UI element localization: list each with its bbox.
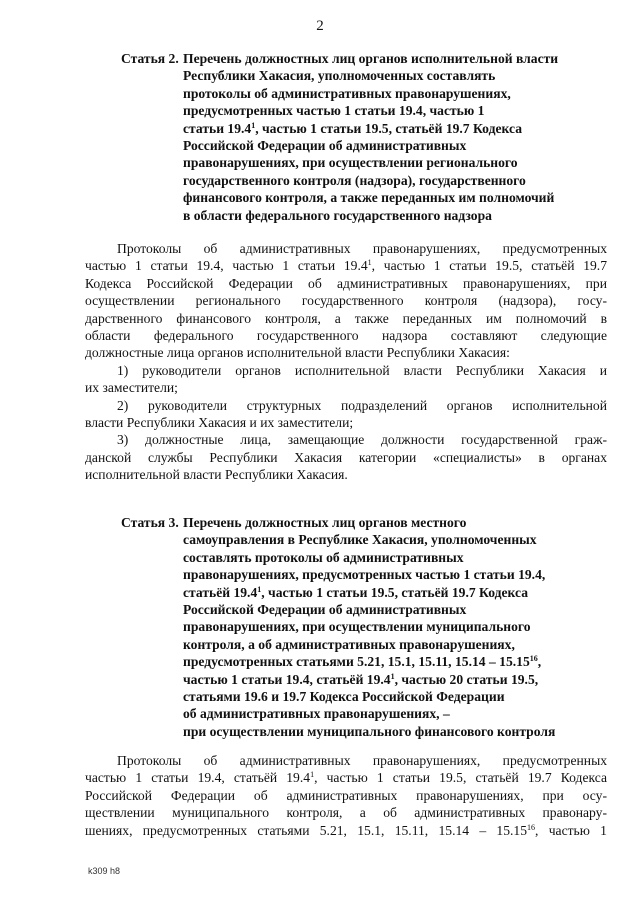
footer-code: k309 h8 [88, 866, 121, 876]
heading-line: Республики Хакасия, уполномоченных составлять [183, 68, 496, 84]
paragraph-line: 3) должностные лица, замещающие должности государственной граж- [117, 432, 607, 448]
paragraph-line: их заместители; [85, 380, 178, 396]
heading-line: предусмотренных частью 1 статьи 19.4, частью 1 [183, 103, 485, 119]
heading-line: при осуществлении муниципального финансового контроля [183, 723, 556, 739]
article-3-number: Статья 3. [121, 515, 179, 530]
heading-line: контроля, а об административных правонарушениях, [183, 636, 515, 652]
article-2-number: Статья 2. [121, 51, 179, 66]
paragraph-line: частью 1 статьи 19.4, частью 1 статьи 19.4$^1$, частью 1 статьи 19.5, статьёй 19.7 [85, 258, 607, 274]
paragraph-line: дарственного финансового контроля, а также переданных им полномочий в [85, 310, 607, 326]
paragraph-line: Кодекса Российской Федерации об административных правонарушениях, при [85, 275, 607, 291]
heading-line: правонарушениях, при осуществлении муниципального [183, 619, 531, 635]
paragraph-line: 1) руководители органов исполнительной власти Республики Хакасия и [117, 362, 607, 378]
paragraph-line: Протоколы об административных правонарушениях, предусмотренных [117, 753, 607, 768]
heading-line: составлять протоколы об административных [183, 549, 464, 565]
paragraph-line: области федерального государственного надзора составляют следующие [85, 327, 607, 343]
paragraph-line: Российской Федерации об административных правонарушениях, при осу- [85, 787, 607, 803]
heading-line: правонарушениях, предусмотренных частью 1 статьи 19.4, [183, 567, 546, 583]
heading-line: предусмотренных статьями 5.21, 15.1, 15.11, 15.14 – 15.15$^{16}$, [183, 654, 542, 670]
heading-line: государственного контроля (надзора), государственного [183, 172, 526, 188]
article-2-body [85, 240, 607, 483]
heading-line: статьи 19.4$^1$, частью 1 статьи 19.5, статьёй 19.7 Кодекса [183, 120, 522, 136]
paragraph-line: частью 1 статьи 19.4, статьёй 19.4$^1$, частью 1 статьи 19.5, статьёй 19.7 Кодекса [85, 770, 607, 786]
heading-line: частью 1 статьи 19.4, статьёй 19.4$^1$, частью 20 статьи 19.5, [183, 671, 539, 687]
heading-line: статьями 19.6 и 19.7 Кодекса Российской Федерации [183, 688, 505, 704]
heading-line: Российской Федерации об административных [183, 601, 467, 617]
article-3-title [183, 514, 607, 740]
heading-line: Перечень должностных лиц органов исполнительной власти [183, 51, 559, 66]
paragraph-line: власти Республики Хакасия и их заместители; [85, 414, 354, 430]
paragraph-line: исполнительной власти Республики Хакасия. [85, 467, 348, 483]
heading-line: финансового контроля, а также переданных им полномочий [183, 190, 555, 206]
article-3-body [85, 752, 607, 839]
paragraph-line: 2) руководители структурных подразделений органов исполнительной [117, 397, 607, 413]
article-2-heading [121, 50, 607, 224]
paragraph-line: Протоколы об административных правонарушениях, предусмотренных [117, 241, 607, 256]
heading-line: правонарушениях, при осуществлении регионального [183, 155, 518, 171]
heading-line: протоколы об административных правонарушениях, [183, 85, 511, 101]
page-number: 2 [316, 18, 324, 34]
paragraph-line: данской службы Республики Хакасия категории «специалисты» в органах [85, 449, 607, 465]
paragraph-line: шениях, предусмотренных статьями 5.21, 15.1, 15.11, 15.14 – 15.15$^{16}$, частью 1 [85, 822, 607, 838]
heading-line: статьёй 19.4$^1$, частью 1 статьи 19.5, статьёй 19.7 Кодекса [183, 584, 529, 600]
heading-line: самоуправления в Республике Хакасия, уполномоченных [183, 532, 537, 548]
heading-line: об административных правонарушениях, – [183, 706, 450, 722]
paragraph-line: ществлении муниципального контроля, а об административных правонару- [85, 805, 607, 821]
article-3-heading [121, 514, 607, 740]
article-2-title [183, 50, 607, 224]
paragraph-line: должностные лица органов исполнительной власти Республики Хакасия: [85, 345, 510, 361]
heading-line: Российской Федерации об административных [183, 137, 467, 153]
heading-line: в области федерального государственного надзора [183, 207, 492, 223]
paragraph-line: осуществлении регионального государственного контроля (надзора), госу- [85, 293, 607, 309]
heading-line: Перечень должностных лиц органов местного [183, 515, 467, 530]
